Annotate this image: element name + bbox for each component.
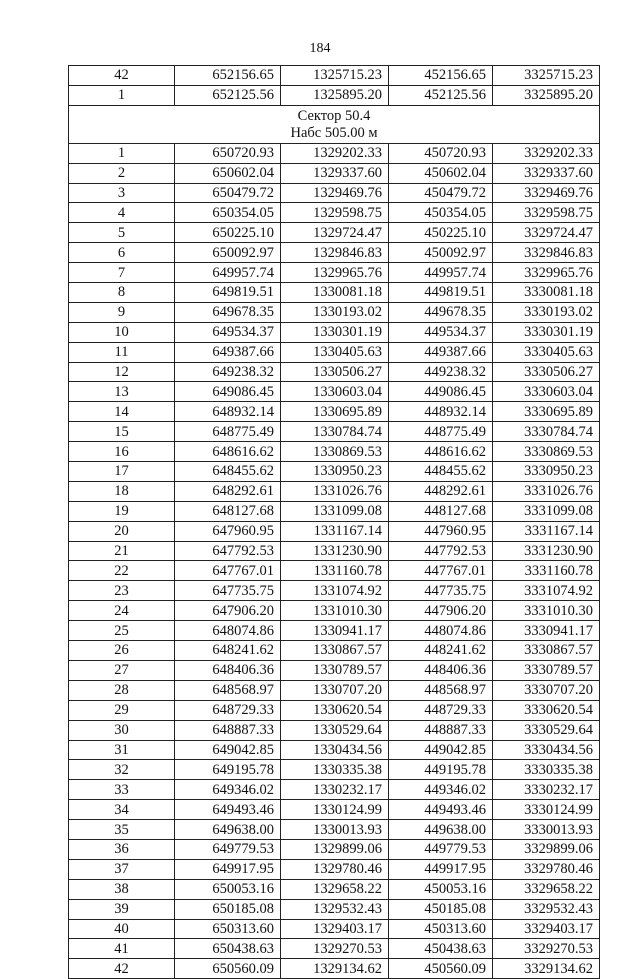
x2-coordinate-cell: 449957.74 bbox=[389, 263, 493, 283]
point-number-cell: 26 bbox=[69, 641, 175, 661]
x2-coordinate-cell: 449042.85 bbox=[389, 740, 493, 760]
y-coordinate-cell: 1330232.17 bbox=[281, 780, 389, 800]
y2-coordinate-cell: 3329780.46 bbox=[493, 859, 600, 879]
point-number-cell: 13 bbox=[69, 382, 175, 402]
y-coordinate-cell: 1330529.64 bbox=[281, 720, 389, 740]
table-row bbox=[69, 302, 600, 322]
y-coordinate-cell: 1329270.53 bbox=[281, 939, 389, 959]
point-number-cell: 4 bbox=[69, 203, 175, 223]
table-row bbox=[69, 183, 600, 203]
x-coordinate-cell: 650185.08 bbox=[175, 899, 281, 919]
x-coordinate-cell: 648775.49 bbox=[175, 422, 281, 442]
y2-coordinate-cell: 3329337.60 bbox=[493, 163, 600, 183]
y-coordinate-cell: 1330434.56 bbox=[281, 740, 389, 760]
y2-coordinate-cell: 3330506.27 bbox=[493, 362, 600, 382]
y2-coordinate-cell: 3330081.18 bbox=[493, 283, 600, 303]
x2-coordinate-cell: 449779.53 bbox=[389, 839, 493, 859]
x2-coordinate-cell: 449195.78 bbox=[389, 760, 493, 780]
y2-coordinate-cell: 3329202.33 bbox=[493, 143, 600, 163]
x-coordinate-cell: 649195.78 bbox=[175, 760, 281, 780]
y2-coordinate-cell: 3330232.17 bbox=[493, 780, 600, 800]
y2-coordinate-cell: 3330789.57 bbox=[493, 660, 600, 680]
point-number-cell: 3 bbox=[69, 183, 175, 203]
x-coordinate-cell: 649917.95 bbox=[175, 859, 281, 879]
y-coordinate-cell: 1330081.18 bbox=[281, 283, 389, 303]
x-coordinate-cell: 649957.74 bbox=[175, 263, 281, 283]
table-row bbox=[69, 919, 600, 939]
point-number-cell: 37 bbox=[69, 859, 175, 879]
x-coordinate-cell: 649678.35 bbox=[175, 302, 281, 322]
y-coordinate-cell: 1331230.90 bbox=[281, 541, 389, 561]
y2-coordinate-cell: 3331167.14 bbox=[493, 521, 600, 541]
y-coordinate-cell: 1330867.57 bbox=[281, 641, 389, 661]
x2-coordinate-cell: 449678.35 bbox=[389, 302, 493, 322]
point-number-cell: 1 bbox=[69, 143, 175, 163]
y-coordinate-cell: 1330506.27 bbox=[281, 362, 389, 382]
point-number-cell: 36 bbox=[69, 839, 175, 859]
y-coordinate-cell: 1329724.47 bbox=[281, 223, 389, 243]
x2-coordinate-cell: 450354.05 bbox=[389, 203, 493, 223]
table-row bbox=[69, 959, 600, 979]
y2-coordinate-cell: 3331099.08 bbox=[493, 501, 600, 521]
x2-coordinate-cell: 449493.46 bbox=[389, 800, 493, 820]
table-row bbox=[69, 621, 600, 641]
y-coordinate-cell: 1331026.76 bbox=[281, 481, 389, 501]
x2-coordinate-cell: 449638.00 bbox=[389, 820, 493, 840]
point-number-cell: 10 bbox=[69, 322, 175, 342]
point-number-cell: 7 bbox=[69, 263, 175, 283]
point-number-cell: 8 bbox=[69, 283, 175, 303]
sector-elevation: Набс 505.00 м bbox=[290, 124, 378, 141]
point-number-cell: 32 bbox=[69, 760, 175, 780]
point-number-cell: 2 bbox=[69, 163, 175, 183]
y2-coordinate-cell: 3329965.76 bbox=[493, 263, 600, 283]
y-coordinate-cell: 1329965.76 bbox=[281, 263, 389, 283]
x-coordinate-cell: 650479.72 bbox=[175, 183, 281, 203]
y-coordinate-cell: 1331074.92 bbox=[281, 581, 389, 601]
x-coordinate-cell: 649779.53 bbox=[175, 839, 281, 859]
point-number-cell: 15 bbox=[69, 422, 175, 442]
y-coordinate-cell: 1331099.08 bbox=[281, 501, 389, 521]
table-row bbox=[69, 143, 600, 163]
y2-coordinate-cell: 3329658.22 bbox=[493, 879, 600, 899]
y2-coordinate-cell: 3325895.20 bbox=[493, 85, 600, 105]
y2-coordinate-cell: 3329846.83 bbox=[493, 243, 600, 263]
x-coordinate-cell: 649086.45 bbox=[175, 382, 281, 402]
table-row bbox=[69, 481, 600, 501]
point-number-cell: 11 bbox=[69, 342, 175, 362]
y2-coordinate-cell: 3330950.23 bbox=[493, 462, 600, 482]
y2-coordinate-cell: 3331230.90 bbox=[493, 541, 600, 561]
table-row bbox=[69, 601, 600, 621]
sector-header-section bbox=[69, 105, 600, 143]
x2-coordinate-cell: 452156.65 bbox=[389, 66, 493, 86]
point-number-cell: 5 bbox=[69, 223, 175, 243]
point-number-cell: 1 bbox=[69, 85, 175, 105]
table-row bbox=[69, 382, 600, 402]
table-row bbox=[69, 322, 600, 342]
x2-coordinate-cell: 450053.16 bbox=[389, 879, 493, 899]
sector-header-row bbox=[69, 105, 600, 143]
x2-coordinate-cell: 452125.56 bbox=[389, 85, 493, 105]
y-coordinate-cell: 1330603.04 bbox=[281, 382, 389, 402]
y-coordinate-cell: 1330124.99 bbox=[281, 800, 389, 820]
x-coordinate-cell: 648241.62 bbox=[175, 641, 281, 661]
y-coordinate-cell: 1331010.30 bbox=[281, 601, 389, 621]
x-coordinate-cell: 650354.05 bbox=[175, 203, 281, 223]
x2-coordinate-cell: 448127.68 bbox=[389, 501, 493, 521]
x2-coordinate-cell: 449238.32 bbox=[389, 362, 493, 382]
y2-coordinate-cell: 3329403.17 bbox=[493, 919, 600, 939]
point-number-cell: 12 bbox=[69, 362, 175, 382]
x2-coordinate-cell: 448616.62 bbox=[389, 442, 493, 462]
y-coordinate-cell: 1330869.53 bbox=[281, 442, 389, 462]
table-row bbox=[69, 521, 600, 541]
point-number-cell: 39 bbox=[69, 899, 175, 919]
y-coordinate-cell: 1330301.19 bbox=[281, 322, 389, 342]
y-coordinate-cell: 1330950.23 bbox=[281, 462, 389, 482]
y2-coordinate-cell: 3331026.76 bbox=[493, 481, 600, 501]
y2-coordinate-cell: 3330941.17 bbox=[493, 621, 600, 641]
y-coordinate-cell: 1330620.54 bbox=[281, 700, 389, 720]
table-row bbox=[69, 342, 600, 362]
x2-coordinate-cell: 450479.72 bbox=[389, 183, 493, 203]
x-coordinate-cell: 648406.36 bbox=[175, 660, 281, 680]
x2-coordinate-cell: 448729.33 bbox=[389, 700, 493, 720]
table-row bbox=[69, 839, 600, 859]
x2-coordinate-cell: 447767.01 bbox=[389, 561, 493, 581]
point-number-cell: 40 bbox=[69, 919, 175, 939]
point-number-cell: 23 bbox=[69, 581, 175, 601]
x-coordinate-cell: 648292.61 bbox=[175, 481, 281, 501]
point-number-cell: 9 bbox=[69, 302, 175, 322]
x-coordinate-cell: 648729.33 bbox=[175, 700, 281, 720]
y2-coordinate-cell: 3330707.20 bbox=[493, 680, 600, 700]
x2-coordinate-cell: 448074.86 bbox=[389, 621, 493, 641]
y-coordinate-cell: 1329899.06 bbox=[281, 839, 389, 859]
table-row bbox=[69, 680, 600, 700]
y-coordinate-cell: 1325715.23 bbox=[281, 66, 389, 86]
point-number-cell: 28 bbox=[69, 680, 175, 700]
y-coordinate-cell: 1329202.33 bbox=[281, 143, 389, 163]
x-coordinate-cell: 647767.01 bbox=[175, 561, 281, 581]
x2-coordinate-cell: 448406.36 bbox=[389, 660, 493, 680]
table-row bbox=[69, 859, 600, 879]
y-coordinate-cell: 1329337.60 bbox=[281, 163, 389, 183]
point-number-cell: 30 bbox=[69, 720, 175, 740]
table-row bbox=[69, 760, 600, 780]
y-coordinate-cell: 1330707.20 bbox=[281, 680, 389, 700]
x2-coordinate-cell: 448932.14 bbox=[389, 402, 493, 422]
y2-coordinate-cell: 3325715.23 bbox=[493, 66, 600, 86]
x2-coordinate-cell: 447792.53 bbox=[389, 541, 493, 561]
y-coordinate-cell: 1329598.75 bbox=[281, 203, 389, 223]
y-coordinate-cell: 1329780.46 bbox=[281, 859, 389, 879]
table-row bbox=[69, 800, 600, 820]
table-row bbox=[69, 402, 600, 422]
y-coordinate-cell: 1325895.20 bbox=[281, 85, 389, 105]
x2-coordinate-cell: 449819.51 bbox=[389, 283, 493, 303]
x-coordinate-cell: 647735.75 bbox=[175, 581, 281, 601]
x-coordinate-cell: 650560.09 bbox=[175, 959, 281, 979]
x2-coordinate-cell: 447906.20 bbox=[389, 601, 493, 621]
table-row bbox=[69, 203, 600, 223]
y2-coordinate-cell: 3330620.54 bbox=[493, 700, 600, 720]
x2-coordinate-cell: 448775.49 bbox=[389, 422, 493, 442]
point-number-cell: 27 bbox=[69, 660, 175, 680]
point-number-cell: 6 bbox=[69, 243, 175, 263]
x-coordinate-cell: 650092.97 bbox=[175, 243, 281, 263]
x-coordinate-cell: 650602.04 bbox=[175, 163, 281, 183]
table-row bbox=[69, 660, 600, 680]
x2-coordinate-cell: 449917.95 bbox=[389, 859, 493, 879]
x-coordinate-cell: 648932.14 bbox=[175, 402, 281, 422]
y2-coordinate-cell: 3330603.04 bbox=[493, 382, 600, 402]
table-row bbox=[69, 879, 600, 899]
point-number-cell: 31 bbox=[69, 740, 175, 760]
x2-coordinate-cell: 449534.37 bbox=[389, 322, 493, 342]
point-number-cell: 38 bbox=[69, 879, 175, 899]
x-coordinate-cell: 650313.60 bbox=[175, 919, 281, 939]
y2-coordinate-cell: 3330867.57 bbox=[493, 641, 600, 661]
y2-coordinate-cell: 3330695.89 bbox=[493, 402, 600, 422]
point-number-cell: 42 bbox=[69, 959, 175, 979]
table-row bbox=[69, 163, 600, 183]
table-row bbox=[69, 720, 600, 740]
x-coordinate-cell: 648127.68 bbox=[175, 501, 281, 521]
x-coordinate-cell: 652125.56 bbox=[175, 85, 281, 105]
table-row bbox=[69, 85, 600, 105]
x-coordinate-cell: 649042.85 bbox=[175, 740, 281, 760]
y2-coordinate-cell: 3329469.76 bbox=[493, 183, 600, 203]
table-row bbox=[69, 780, 600, 800]
y2-coordinate-cell: 3329598.75 bbox=[493, 203, 600, 223]
x2-coordinate-cell: 448455.62 bbox=[389, 462, 493, 482]
x2-coordinate-cell: 449346.02 bbox=[389, 780, 493, 800]
y-coordinate-cell: 1330941.17 bbox=[281, 621, 389, 641]
x-coordinate-cell: 649819.51 bbox=[175, 283, 281, 303]
point-number-cell: 25 bbox=[69, 621, 175, 641]
x2-coordinate-cell: 448292.61 bbox=[389, 481, 493, 501]
sector-header-cell bbox=[69, 105, 600, 143]
point-number-cell: 17 bbox=[69, 462, 175, 482]
point-number-cell: 22 bbox=[69, 561, 175, 581]
table-top-section bbox=[69, 66, 600, 106]
x-coordinate-cell: 650720.93 bbox=[175, 143, 281, 163]
y2-coordinate-cell: 3331074.92 bbox=[493, 581, 600, 601]
y-coordinate-cell: 1329846.83 bbox=[281, 243, 389, 263]
table-main-section bbox=[69, 143, 600, 978]
coordinates-table bbox=[68, 65, 600, 979]
y2-coordinate-cell: 3330405.63 bbox=[493, 342, 600, 362]
x-coordinate-cell: 648887.33 bbox=[175, 720, 281, 740]
y-coordinate-cell: 1331160.78 bbox=[281, 561, 389, 581]
point-number-cell: 33 bbox=[69, 780, 175, 800]
y-coordinate-cell: 1329532.43 bbox=[281, 899, 389, 919]
point-number-cell: 42 bbox=[69, 66, 175, 86]
x-coordinate-cell: 650438.63 bbox=[175, 939, 281, 959]
point-number-cell: 19 bbox=[69, 501, 175, 521]
x2-coordinate-cell: 450313.60 bbox=[389, 919, 493, 939]
x-coordinate-cell: 649534.37 bbox=[175, 322, 281, 342]
y-coordinate-cell: 1330695.89 bbox=[281, 402, 389, 422]
x2-coordinate-cell: 450092.97 bbox=[389, 243, 493, 263]
x-coordinate-cell: 648568.97 bbox=[175, 680, 281, 700]
y-coordinate-cell: 1329469.76 bbox=[281, 183, 389, 203]
table-row bbox=[69, 501, 600, 521]
point-number-cell: 16 bbox=[69, 442, 175, 462]
x-coordinate-cell: 649346.02 bbox=[175, 780, 281, 800]
y2-coordinate-cell: 3331160.78 bbox=[493, 561, 600, 581]
y-coordinate-cell: 1330193.02 bbox=[281, 302, 389, 322]
y2-coordinate-cell: 3330434.56 bbox=[493, 740, 600, 760]
x-coordinate-cell: 650225.10 bbox=[175, 223, 281, 243]
point-number-cell: 21 bbox=[69, 541, 175, 561]
x2-coordinate-cell: 450438.63 bbox=[389, 939, 493, 959]
x-coordinate-cell: 650053.16 bbox=[175, 879, 281, 899]
y2-coordinate-cell: 3330301.19 bbox=[493, 322, 600, 342]
table-row bbox=[69, 740, 600, 760]
y-coordinate-cell: 1330784.74 bbox=[281, 422, 389, 442]
table-row bbox=[69, 581, 600, 601]
x-coordinate-cell: 649238.32 bbox=[175, 362, 281, 382]
x2-coordinate-cell: 449086.45 bbox=[389, 382, 493, 402]
x-coordinate-cell: 649638.00 bbox=[175, 820, 281, 840]
x-coordinate-cell: 647792.53 bbox=[175, 541, 281, 561]
y2-coordinate-cell: 3330529.64 bbox=[493, 720, 600, 740]
y-coordinate-cell: 1330013.93 bbox=[281, 820, 389, 840]
x-coordinate-cell: 648455.62 bbox=[175, 462, 281, 482]
table-row bbox=[69, 641, 600, 661]
y2-coordinate-cell: 3330335.38 bbox=[493, 760, 600, 780]
y-coordinate-cell: 1330335.38 bbox=[281, 760, 389, 780]
table-row bbox=[69, 939, 600, 959]
x2-coordinate-cell: 450560.09 bbox=[389, 959, 493, 979]
point-number-cell: 41 bbox=[69, 939, 175, 959]
y-coordinate-cell: 1329403.17 bbox=[281, 919, 389, 939]
x-coordinate-cell: 647960.95 bbox=[175, 521, 281, 541]
table-row bbox=[69, 243, 600, 263]
x-coordinate-cell: 648616.62 bbox=[175, 442, 281, 462]
x2-coordinate-cell: 449387.66 bbox=[389, 342, 493, 362]
x2-coordinate-cell: 450602.04 bbox=[389, 163, 493, 183]
y2-coordinate-cell: 3330124.99 bbox=[493, 800, 600, 820]
y2-coordinate-cell: 3330784.74 bbox=[493, 422, 600, 442]
x-coordinate-cell: 649387.66 bbox=[175, 342, 281, 362]
y2-coordinate-cell: 3329724.47 bbox=[493, 223, 600, 243]
y-coordinate-cell: 1329658.22 bbox=[281, 879, 389, 899]
point-number-cell: 34 bbox=[69, 800, 175, 820]
y2-coordinate-cell: 3329899.06 bbox=[493, 839, 600, 859]
x2-coordinate-cell: 448241.62 bbox=[389, 641, 493, 661]
table-row bbox=[69, 561, 600, 581]
y-coordinate-cell: 1330789.57 bbox=[281, 660, 389, 680]
table-row bbox=[69, 462, 600, 482]
table-row bbox=[69, 700, 600, 720]
table-row bbox=[69, 263, 600, 283]
x2-coordinate-cell: 450185.08 bbox=[389, 899, 493, 919]
y2-coordinate-cell: 3330869.53 bbox=[493, 442, 600, 462]
x-coordinate-cell: 647906.20 bbox=[175, 601, 281, 621]
point-number-cell: 29 bbox=[69, 700, 175, 720]
x-coordinate-cell: 652156.65 bbox=[175, 66, 281, 86]
y2-coordinate-cell: 3330193.02 bbox=[493, 302, 600, 322]
point-number-cell: 35 bbox=[69, 820, 175, 840]
table-row bbox=[69, 223, 600, 243]
table-row bbox=[69, 283, 600, 303]
y2-coordinate-cell: 3330013.93 bbox=[493, 820, 600, 840]
x2-coordinate-cell: 448887.33 bbox=[389, 720, 493, 740]
x2-coordinate-cell: 447735.75 bbox=[389, 581, 493, 601]
x2-coordinate-cell: 450720.93 bbox=[389, 143, 493, 163]
x2-coordinate-cell: 450225.10 bbox=[389, 223, 493, 243]
table-row bbox=[69, 541, 600, 561]
point-number-cell: 18 bbox=[69, 481, 175, 501]
table-row bbox=[69, 820, 600, 840]
y-coordinate-cell: 1329134.62 bbox=[281, 959, 389, 979]
sector-title: Сектор 50.4 bbox=[297, 107, 371, 124]
page-number: 184 bbox=[309, 41, 331, 56]
y2-coordinate-cell: 3331010.30 bbox=[493, 601, 600, 621]
table-row bbox=[69, 422, 600, 442]
y-coordinate-cell: 1330405.63 bbox=[281, 342, 389, 362]
x2-coordinate-cell: 447960.95 bbox=[389, 521, 493, 541]
table-row bbox=[69, 66, 600, 86]
point-number-cell: 20 bbox=[69, 521, 175, 541]
x-coordinate-cell: 649493.46 bbox=[175, 800, 281, 820]
y2-coordinate-cell: 3329134.62 bbox=[493, 959, 600, 979]
point-number-cell: 14 bbox=[69, 402, 175, 422]
table-row bbox=[69, 362, 600, 382]
y2-coordinate-cell: 3329532.43 bbox=[493, 899, 600, 919]
y2-coordinate-cell: 3329270.53 bbox=[493, 939, 600, 959]
table-row bbox=[69, 442, 600, 462]
y-coordinate-cell: 1331167.14 bbox=[281, 521, 389, 541]
x-coordinate-cell: 648074.86 bbox=[175, 621, 281, 641]
table-row bbox=[69, 899, 600, 919]
x2-coordinate-cell: 448568.97 bbox=[389, 680, 493, 700]
point-number-cell: 24 bbox=[69, 601, 175, 621]
